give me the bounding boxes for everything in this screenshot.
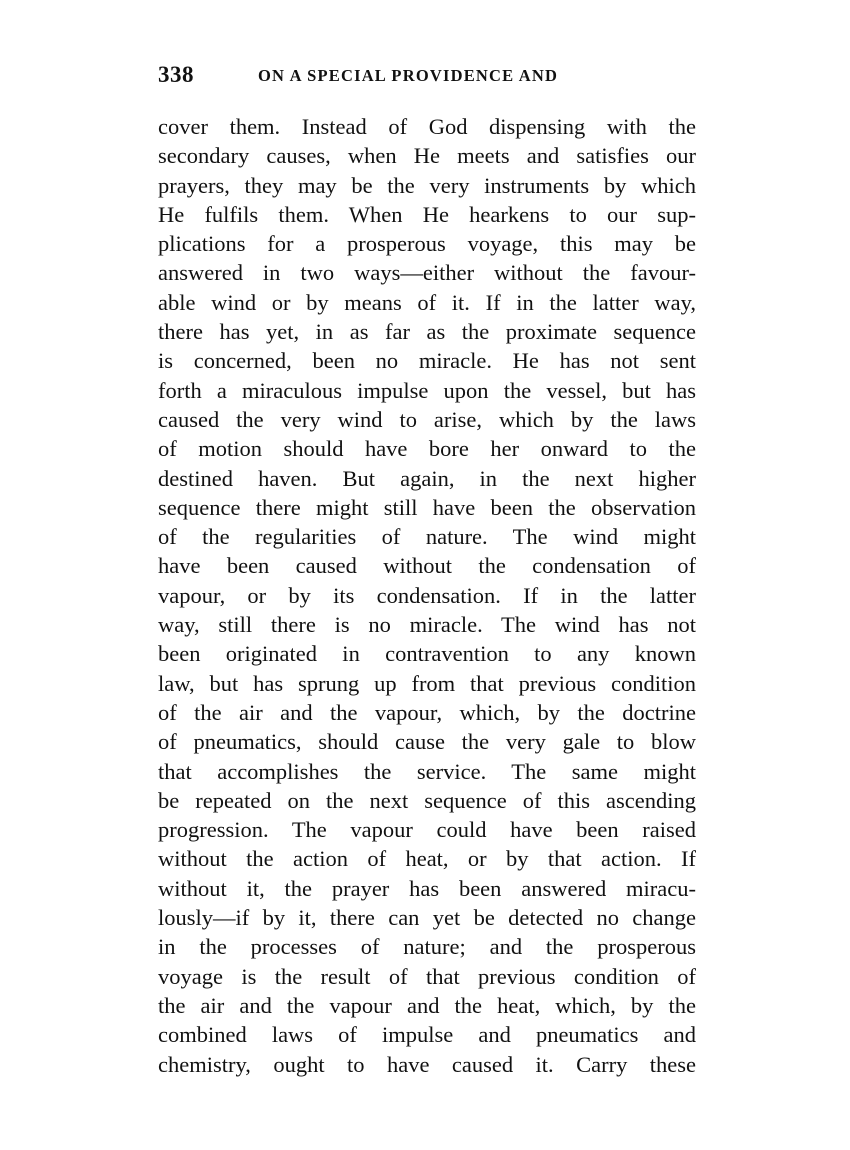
text-line: sequence there might still have been the observation bbox=[158, 494, 696, 520]
text-line: law, but has sprung up from that previous condition bbox=[158, 670, 696, 696]
text-line: the air and the vapour and the heat, which, by the bbox=[158, 992, 696, 1018]
text-line: lously—if by it, there can yet be detected no change bbox=[158, 905, 696, 931]
running-title: ON A SPECIAL PROVIDENCE AND bbox=[258, 66, 559, 85]
text-line: secondary causes, when He meets and satisfies our bbox=[158, 143, 696, 169]
text-line: prayers, they may be the very instruments by which bbox=[158, 172, 696, 198]
text-line: been originated in contravention to any known bbox=[158, 641, 696, 667]
text-line: there has yet, in as far as the proximate sequence bbox=[158, 319, 696, 345]
text-line: cover them. Instead of God dispensing with the bbox=[158, 114, 696, 139]
text-line: plications for a prosperous voyage, this may be bbox=[158, 231, 696, 257]
text-line: progression. The vapour could have been raised bbox=[158, 817, 696, 843]
text-line: is concerned, been no miracle. He has not sent bbox=[158, 348, 696, 374]
text-line: in the processes of nature; and the prosperous bbox=[158, 934, 696, 960]
text-line: of pneumatics, should cause the very gale to blow bbox=[158, 729, 696, 755]
text-line: caused the very wind to arise, which by the laws bbox=[158, 406, 696, 432]
text-line: He fulfils them. When He hearkens to our sup- bbox=[158, 201, 696, 227]
text-line: have been caused without the condensation of bbox=[158, 553, 696, 579]
text-line: combined laws of impulse and pneumatics and bbox=[158, 1022, 696, 1048]
text-line: answered in two ways—either without the favour- bbox=[158, 260, 696, 286]
page-number: 338 bbox=[158, 62, 194, 87]
text-line: destined haven. But again, in the next higher bbox=[158, 465, 696, 491]
text-line: without it, the prayer has been answered miracu- bbox=[158, 875, 696, 901]
text-line: of motion should have bore her onward to the bbox=[158, 436, 696, 462]
text-line: of the regularities of nature. The wind might bbox=[158, 524, 696, 550]
text-line: vapour, or by its condensation. If in the latter bbox=[158, 582, 696, 608]
text-line: of the air and the vapour, which, by the doctrine bbox=[158, 699, 696, 725]
text-line: voyage is the result of that previous condition of bbox=[158, 963, 696, 989]
text-line: chemistry, ought to have caused it. Carry these bbox=[158, 1051, 696, 1077]
text-line: be repeated on the next sequence of this ascending bbox=[158, 787, 696, 813]
text-line: way, still there is no miracle. The wind has not bbox=[158, 612, 696, 638]
body-text bbox=[158, 112, 696, 1079]
text-line: forth a miraculous impulse upon the vessel, but has bbox=[158, 377, 696, 403]
text-line: without the action of heat, or by that action. If bbox=[158, 846, 696, 872]
running-head bbox=[158, 62, 698, 92]
text-line: that accomplishes the service. The same might bbox=[158, 758, 696, 784]
text-line: able wind or by means of it. If in the latter way, bbox=[158, 289, 696, 315]
